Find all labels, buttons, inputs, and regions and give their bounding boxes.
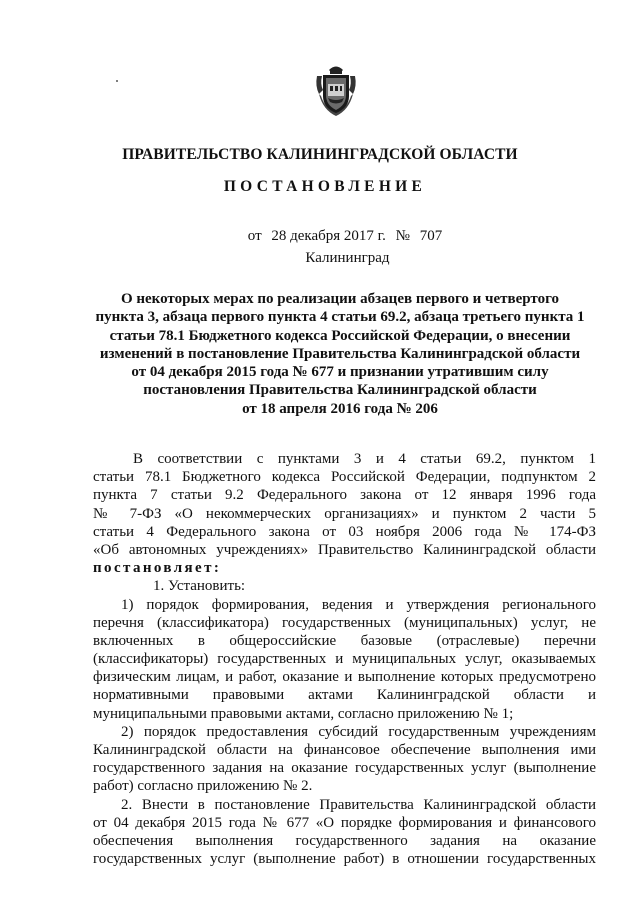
body-line: «Об автономных учреждениях» Правительство Калининградской области <box>93 541 596 558</box>
number-sign: № <box>395 228 410 244</box>
body-line: 2) порядок предоставления субсидий государственным учреждениям <box>121 723 596 740</box>
title-line: пункта 3, абзаца первого пункта 4 статьи 69.2, абзаца третьего пункта 1 <box>95 309 585 326</box>
body-line: нормативными правовыми актами Калининградской области и <box>93 687 596 704</box>
date-prefix: от <box>247 228 262 244</box>
body-line: В соответствии с пунктами 3 и 4 статьи 69.2, пунктом 1 <box>133 451 596 467</box>
scan-speck <box>116 80 118 82</box>
document-number: 707 <box>419 228 443 244</box>
body-line: перечня (классификатора) государственных (муниципальных) услуг, не <box>93 614 596 631</box>
date-line <box>0 228 640 245</box>
body-line: работ) согласно приложению № 2. <box>93 778 313 795</box>
body-line: обеспечения выполнения государственного задания на оказание <box>93 832 596 849</box>
coat-of-arms-emblem <box>313 62 359 118</box>
document-title <box>95 290 585 418</box>
title-line: от 18 апреля 2016 года № 206 <box>242 400 438 417</box>
body-line: № 7-ФЗ «О некоммерческих организациях» и пунктом 2 части 5 <box>93 505 596 522</box>
title-line: статьи 78.1 Бюджетного кодекса Российской Федерации, о внесении <box>109 327 571 344</box>
title-line: изменений в постановление Правительства Калининградской области <box>99 345 581 362</box>
body-line: пункта 7 статьи 9.2 Федерального закона от 12 января 1996 года <box>93 487 596 504</box>
document-type: ПОСТАНОВЛЕНИЕ <box>223 178 427 195</box>
title-line: от 04 декабря 2015 года № 677 и признании утратившим силу <box>131 364 549 381</box>
body-line: 2. Внести в постановление Правительства Калининградской области <box>121 796 596 813</box>
body-line: муниципальными правовыми актами, согласно приложению № 1; <box>93 705 514 722</box>
body-line: 1) порядок формирования, ведения и утверждения регионального <box>121 596 596 613</box>
body-line: от 04 декабря 2015 года № 677 «О порядке формирования и финансового <box>93 814 596 831</box>
title-line: О некоторых мерах по реализации абзацев первого и четвертого <box>120 291 560 307</box>
body-line: государственных услуг (выполнение работ) в отношении государственных <box>93 851 596 868</box>
body-line: статьи 78.1 Бюджетного кодекса Российской Федерации, подпунктом 2 <box>93 469 596 486</box>
body-line: Калининградской области на финансовое обеспечение выполнения ими <box>93 742 596 758</box>
body-line: физическим лицам, и работ, оказание и выполнение которых предусмотрено <box>93 669 596 686</box>
document-date: 28 декабря 2017 г. <box>271 228 386 244</box>
body-line: 1. Установить: <box>153 578 246 595</box>
government-name: ПРАВИТЕЛЬСТВО КАЛИНИНГРАДСКОЙ ОБЛАСТИ <box>122 146 518 163</box>
body-line: (классификаторы) государственных и муниципальных услуг, оказываемых <box>93 651 596 668</box>
document-body <box>93 450 596 868</box>
body-line: включенных в общероссийские базовые (отраслевые) перечни <box>93 632 596 649</box>
title-line: постановления Правительства Калининградской области <box>143 382 537 399</box>
body-line: статьи 4 Федерального закона от 03 ноября 2006 года № 174-ФЗ <box>93 523 596 540</box>
decree-keyword: постановляет: <box>93 560 222 577</box>
city-name: Калининград <box>305 250 390 266</box>
body-line: государственного задания на оказание государственных услуг (выполнение <box>93 760 596 777</box>
